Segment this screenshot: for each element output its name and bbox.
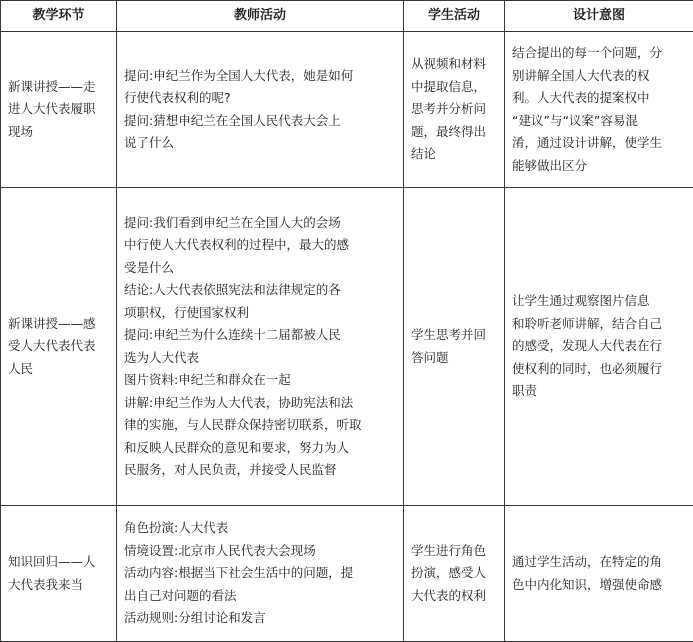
- cell-teaching-stage: 新课讲授——感 受人大代表代表 人民: [1, 188, 117, 506]
- cell-teacher-activity: 角色扮演:人大代表 情境设置:北京市人民代表大会现场 活动内容:根据当下社会生活中的问题，提 出自己对问题的看法 活动规则:分组讨论和发言: [117, 506, 404, 642]
- cell-design-intent: 结合提出的每一个问题，分 别讲解全国人大代表的权 利。人大代表的提案权中 “建议”与“议案”容易混 淆，通过设计讲解，使学生 能够做出区分: [505, 32, 693, 188]
- cell-teacher-activity: 提问:申纪兰作为全国人大代表，她是如何 行使代表权利的呢? 提问:猜想申纪兰在全国人民代表大会上 说了什么: [117, 32, 404, 188]
- table-header-row: [1, 1, 693, 32]
- header-teacher-activity: 教师活动: [117, 1, 404, 32]
- header-teaching-stage: 教学环节: [1, 1, 117, 32]
- header-design-intent: 设计意图: [505, 1, 693, 32]
- table-row: [1, 32, 693, 188]
- cell-teaching-stage: 新课讲授——走 进人大代表履职 现场: [1, 32, 117, 188]
- cell-teacher-activity: 提问:我们看到申纪兰在全国人大的会场 中行使人大代表权利的过程中，最大的感 受是什么 结论:人大代表依照宪法和法律规定的各 项职权，行使国家权利 提问:申纪兰为什么连续十二届都被人民 选为人大代表 图片资料:申纪兰和群众在一起 讲解:申纪兰作为人大代表，协助宪法和法 律的实施，与人民群众保持密切联系，听取 和反映人民群众的意见和要求，努力为人 民服务，对人民负责，并接受人民监督: [117, 188, 404, 506]
- cell-design-intent: 通过学生活动，在特定的角 色中内化知识，增强使命感: [505, 506, 693, 642]
- cell-student-activity: 学生思考并回 答问题: [404, 188, 505, 506]
- cell-student-activity: 从视频和材料 中提取信息， 思考并分析问 题，最终得出 结论: [404, 32, 505, 188]
- cell-teaching-stage: 知识回归——人 大代表我来当: [1, 506, 117, 642]
- header-student-activity: 学生活动: [404, 1, 505, 32]
- table-row: [1, 506, 693, 642]
- cell-design-intent: 让学生通过观察图片信息 和聆听老师讲解，结合自己 的感受，发现人大代表在行 使权利的同时，也必须履行 职责: [505, 188, 693, 506]
- table-row: [1, 188, 693, 506]
- cell-student-activity: 学生进行角色 扮演，感受人 大代表的权利: [404, 506, 505, 642]
